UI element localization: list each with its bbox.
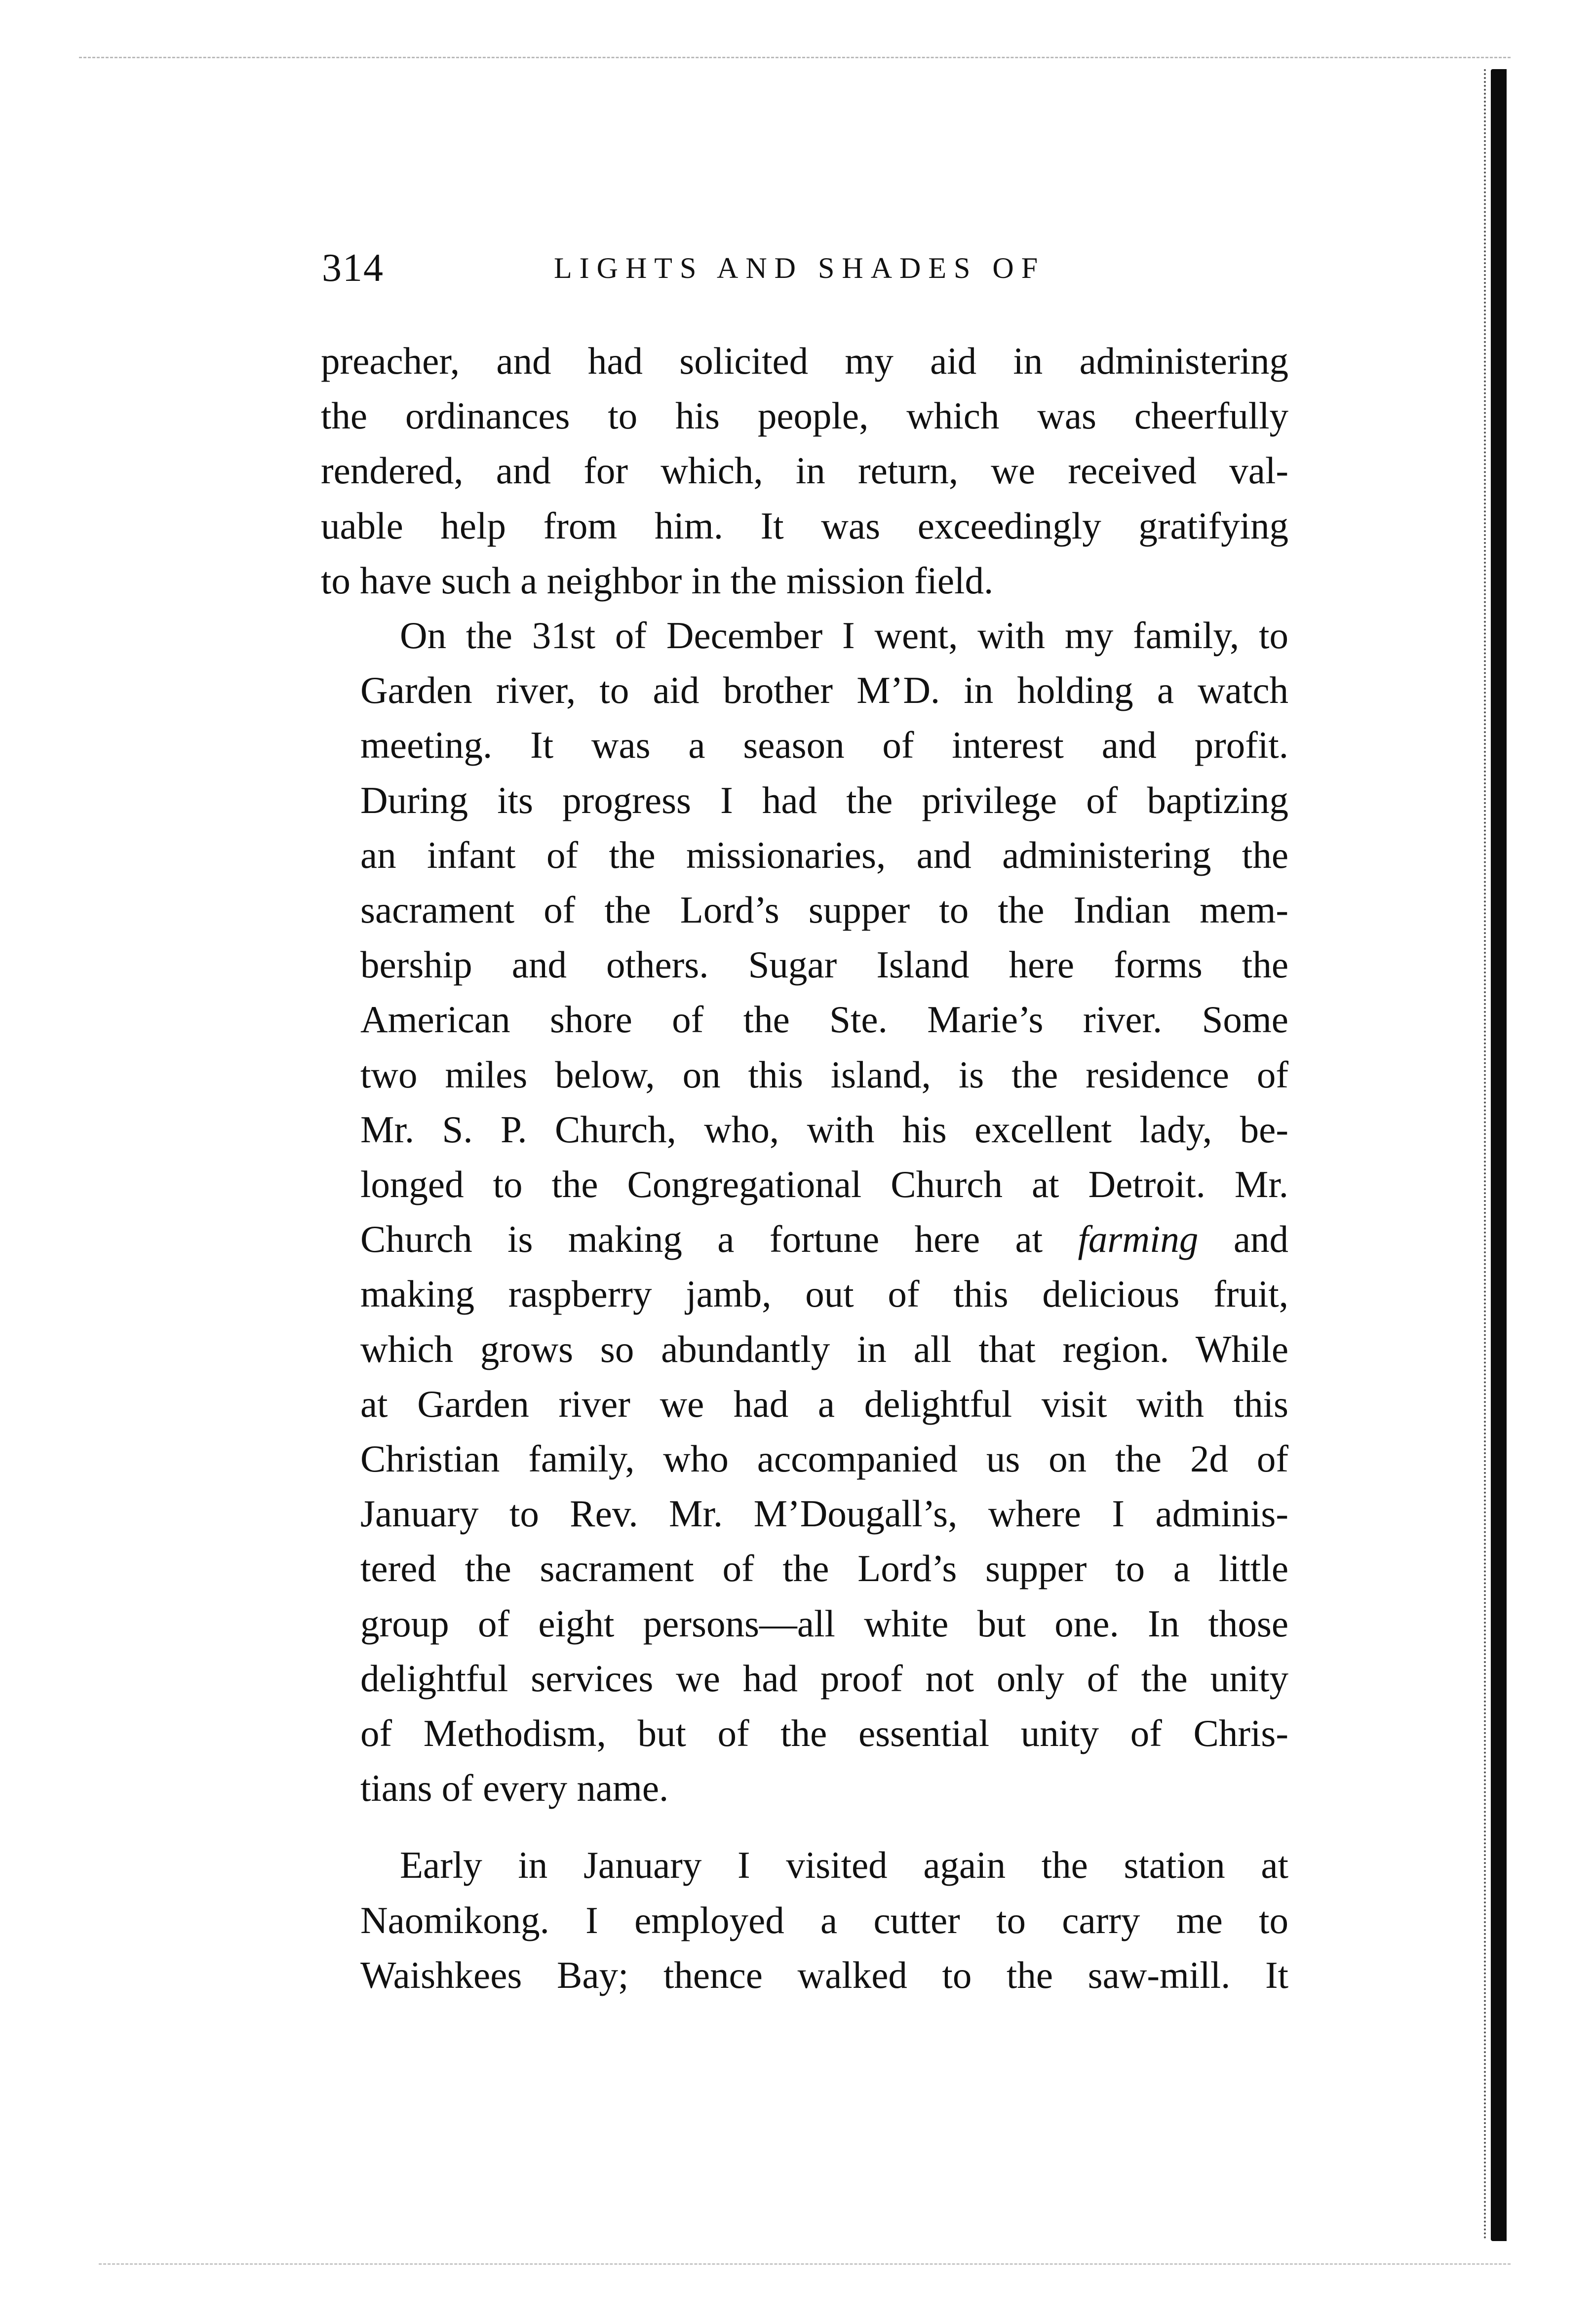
text-line: the ordinances to his people, which was cheerfully [321,394,1288,437]
italic-word: farming [1078,1218,1199,1261]
text-line: January to Rev. Mr. M’Dougall’s, where I adminis- [360,1492,1288,1535]
scan-top-edge [79,57,1511,58]
text-line: group of eight persons—all white but one. In those [360,1602,1288,1645]
text-line: tians of every name. [360,1767,669,1810]
text-line: making raspberry jamb, out of this delicious fruit, [360,1273,1288,1316]
text-line: On the 31st of December I went, with my family, to [400,614,1288,657]
page-header [322,241,1289,295]
text-line: Waishkees Bay; thence walked to the saw-mill. It [360,1953,1288,1996]
text-line: which grows so abundantly in all that region. While [360,1327,1288,1370]
body-text [321,334,1288,2003]
text-line: Garden river, to aid brother M’D. in holding a watch [360,669,1288,712]
text-line: at Garden river we had a delightful visit with this [360,1382,1288,1425]
text-line: two miles below, on this island, is the residence of [360,1053,1288,1096]
text-line: sacrament of the Lord’s supper to the Indian mem- [360,889,1288,931]
text-line-with-italic [321,1212,1288,1267]
text-line: rendered, and for which, in return, we received val- [321,449,1288,492]
text-line: to have such a neighbor in the mission field. [321,559,994,602]
text-line: Early in January I visited again the station at [400,1844,1288,1887]
text-line: preacher, and had solicited my aid in administering [321,340,1288,382]
running-head: LIGHTS AND SHADES OF [554,252,1046,284]
paragraph-2 [321,608,1288,1816]
book-binding-shadow [1491,69,1507,2241]
text-line: of Methodism, but of the essential unity of Chris- [360,1712,1288,1755]
scan-bottom-edge [99,2263,1511,2265]
paragraph-3 [321,1838,1288,2003]
text-line: bership and others. Sugar Island here forms the [360,943,1288,986]
text-line: an infant of the missionaries, and administering the [360,833,1288,876]
text-line: During its progress I had the privilege of baptizing [360,778,1288,821]
text-line: tered the sacrament of the Lord’s supper to a little [360,1547,1288,1590]
text-line: American shore of the Ste. Marie’s river. Some [360,998,1288,1041]
text-line: uable help from him. It was exceedingly gratifying [321,504,1288,547]
paragraph-1 [321,334,1288,608]
text-line: Naomikong. I employed a cutter to carry me to [360,1898,1288,1941]
text-line: delightful services we had proof not only of the unity [360,1657,1288,1700]
text-line: Christian family, who accompanied us on the 2d of [360,1437,1288,1480]
text-segment: and [1233,1218,1288,1261]
text-line: meeting. It was a season of interest and profit. [360,724,1288,767]
page-number: 314 [322,246,384,290]
text-line: Mr. S. P. Church, who, with his excellent lady, be- [360,1108,1288,1151]
text-segment: Church is making a fortune here at [360,1218,1043,1261]
text-line: longed to the Congregational Church at Detroit. Mr. [360,1163,1288,1206]
